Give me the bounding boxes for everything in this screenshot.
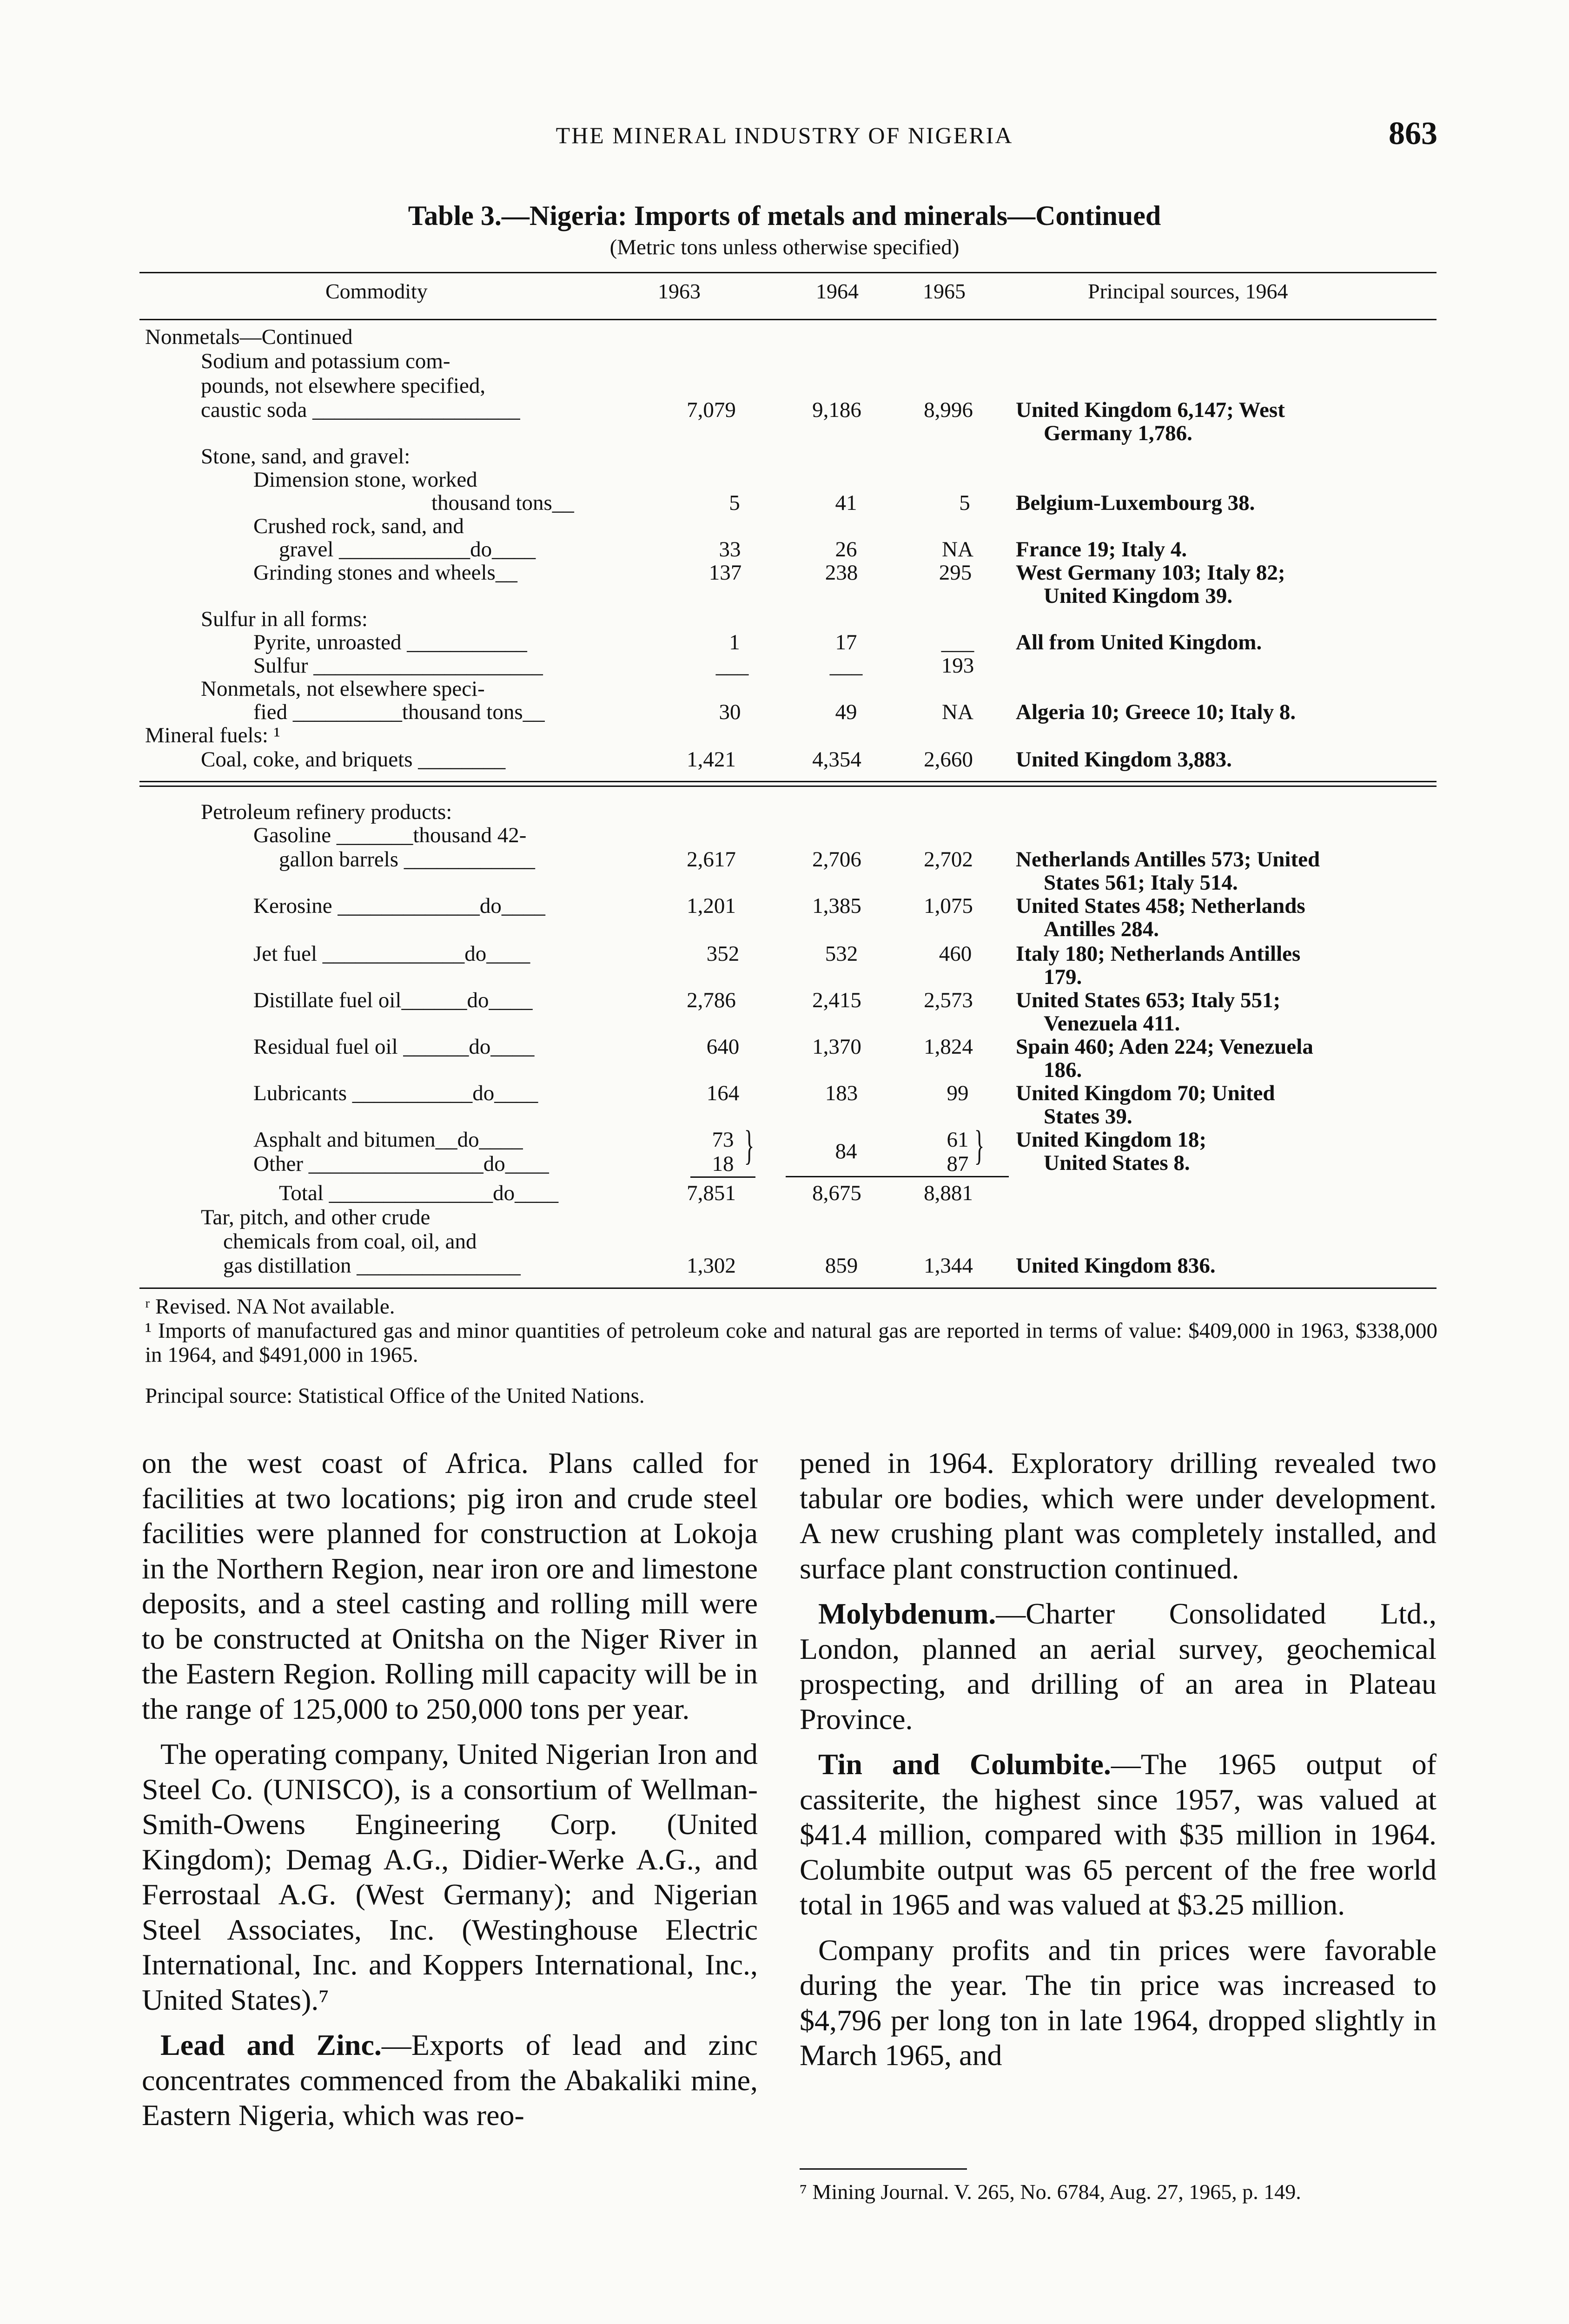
source-line: Antilles 284.	[1044, 917, 1159, 941]
column-header-1963: 1963	[658, 279, 701, 303]
source-line: Venezuela 411.	[1044, 1011, 1180, 1036]
table-cell: 2,702	[924, 847, 973, 872]
table-row-label: caustic soda ___________________	[201, 398, 520, 422]
table-cell: 61	[947, 1128, 969, 1152]
column-header-1964: 1964	[816, 279, 859, 303]
table-row-label: Pyrite, unroasted ___________	[253, 630, 527, 654]
table-row-label: Petroleum refinery products:	[201, 800, 452, 824]
table-cell: 295	[939, 561, 972, 585]
table-row-label: gas distillation _______________	[223, 1254, 521, 1278]
table-cell: 9,186	[812, 398, 861, 422]
source-cell: Belgium-Luxembourg 38.	[1016, 491, 1255, 515]
source-cell	[1016, 398, 1434, 445]
source-line: Italy 180; Netherlands Antilles	[1016, 942, 1301, 966]
paragraph	[800, 1596, 1437, 1736]
table-cell: 137	[708, 561, 742, 585]
source-cell	[1016, 989, 1434, 1035]
table-row-label: Asphalt and bitumen__do____	[253, 1128, 523, 1152]
table-row-label: fied __________thousand tons__	[253, 700, 545, 724]
left-column	[142, 1446, 758, 2133]
paragraph	[142, 2027, 758, 2133]
source-cell: All from United Kingdom.	[1016, 630, 1262, 654]
table-cell: 2,660	[924, 747, 973, 772]
table-row-label: Kerosine _____________do____	[253, 894, 545, 918]
source-line: States 561; Italy 514.	[1044, 871, 1238, 895]
table-cell: 5	[959, 491, 970, 515]
paragraph: Company profits and tin prices were favorable during the year. The tin price was increased to $4,796 per long ton in late 1964, dropped slightly in March 1965, and	[800, 1933, 1437, 2072]
table-row-label: Distillate fuel oil______do____	[253, 988, 533, 1012]
table-row-label: Mineral fuels: ¹	[145, 723, 280, 747]
table-cell: 164	[706, 1081, 740, 1105]
table-cell: 2,617	[687, 847, 736, 872]
table-top-rule	[139, 272, 1437, 273]
source-line: 186.	[1044, 1058, 1082, 1082]
footnote-1: ¹ Imports of manufactured gas and minor quantities of petroleum coke and natural gas are reported in terms of value: $409,000 in 1963, $338,000 in 1964, and $491,000 in 1965.	[145, 1319, 1437, 1367]
source-line: United Kingdom 18;	[1016, 1128, 1206, 1152]
table-cell: 4,354	[812, 747, 861, 772]
table-row-label: Coal, coke, and briquets ________	[201, 747, 506, 772]
table-row-label: Tar, pitch, and other crude	[201, 1205, 430, 1229]
source-cell	[1016, 1035, 1434, 1082]
total-rule	[786, 1176, 1009, 1177]
table-row-label: Crushed rock, sand, and	[253, 514, 464, 538]
principal-source: Principal source: Statistical Office of the United Nations.	[145, 1384, 645, 1408]
source-cell: France 19; Italy 4.	[1016, 537, 1187, 561]
paragraph	[800, 1747, 1437, 1922]
table-cell: 7,079	[687, 398, 736, 422]
table-cell: 460	[939, 942, 972, 966]
source-line: United States 458; Netherlands	[1016, 894, 1305, 918]
table-cell: 193	[941, 654, 974, 678]
table-cell: 7,851	[687, 1181, 736, 1205]
paragraph-text: —Exports of lead and zinc concentrates commenced from the Abakaliki mine, Eastern Nigeria, which was reo-	[142, 2028, 758, 2132]
paragraph: on the west coast of Africa. Plans called for facilities at two locations; pig iron and crude steel facilities were planned for construction at Lokoja in the Northern Region, near iron ore and limestone deposits, and a steel casting and rolling mill were to be constructed at Onitsha on the Niger River in the Eastern Region. Rolling mill capacity will be in the range of 125,000 to 250,000 tons per year.	[142, 1446, 758, 1725]
table-cell: 1,824	[924, 1035, 973, 1059]
table-cell: 84	[835, 1139, 857, 1163]
source-line: 179.	[1044, 965, 1082, 989]
table-cell: 238	[825, 561, 858, 585]
source-cell: United Kingdom 3,883.	[1016, 747, 1232, 772]
table-cell: 18	[690, 1151, 755, 1178]
table-cell: NA	[942, 700, 973, 724]
table-cell: 352	[706, 942, 740, 966]
footnote-7: ⁷ Mining Journal. V. 265, No. 6784, Aug. 27, 1965, p. 149.	[800, 2180, 1301, 2204]
source-cell	[1016, 561, 1434, 607]
table-row-label: chemicals from coal, oil, and	[223, 1229, 477, 1254]
source-line: Spain 460; Aden 224; Venezuela	[1016, 1035, 1313, 1059]
table-cell: 2,706	[812, 847, 861, 872]
table-row-label: Lubricants ___________do____	[253, 1081, 538, 1105]
source-cell	[1016, 1082, 1434, 1128]
table-cell: 1,201	[687, 894, 736, 918]
column-header-sources: Principal sources, 1964	[1088, 279, 1288, 303]
section-heading: Molybdenum.	[818, 1597, 996, 1630]
source-cell	[1016, 848, 1434, 894]
table-cell: 1,421	[687, 747, 736, 772]
table-bottom-rule	[139, 1287, 1437, 1289]
table-cell: 26	[835, 537, 857, 561]
table-cell: 2,573	[924, 988, 973, 1012]
table-cell: 1,385	[812, 894, 861, 918]
table-row-label: gravel ____________do____	[279, 537, 536, 561]
table-cell: 1,370	[812, 1035, 861, 1059]
table-row-label: pounds, not elsewhere specified,	[201, 374, 486, 398]
table-row-label: Total _______________do____	[279, 1181, 559, 1205]
right-column	[800, 1446, 1437, 2073]
paragraph: pened in 1964. Exploratory drilling revealed two tabular ore bodies, which were under development. A new crushing plant was completely installed, and surface plant construction continued.	[800, 1446, 1437, 1585]
source-line: United Kingdom 6,147; West	[1016, 398, 1285, 422]
page-number: 863	[1389, 116, 1437, 152]
table-cell: 1,302	[687, 1254, 736, 1278]
column-header-commodity: Commodity	[325, 279, 428, 303]
table-cell: 1	[729, 630, 740, 654]
table-cell: 17	[835, 630, 857, 654]
table-cell: NA	[942, 537, 973, 561]
table-row-label: Grinding stones and wheels__	[253, 561, 517, 585]
source-line: United States 8.	[1044, 1151, 1190, 1175]
section-heading: Lead and Zinc.	[160, 2028, 382, 2061]
source-cell: United Kingdom 836.	[1016, 1254, 1216, 1278]
source-line: West Germany 103; Italy 82;	[1016, 561, 1285, 585]
table-row-label: Nonmetals—Continued	[145, 325, 353, 349]
source-cell	[1016, 894, 1434, 941]
table-row-label: Other ________________do____	[253, 1152, 549, 1176]
table-row-label: Nonmetals, not elsewhere speci-	[201, 677, 485, 701]
paragraph-text: —The 1965 output of cassiterite, the highest since 1957, was valued at $41.4 million, compared with $35 million in 1964. Columbite output was 65 percent of the free world total in 1965 and was valued at $3.25 million.	[800, 1748, 1437, 1921]
table-row-label: Sulfur in all forms:	[201, 607, 368, 631]
table-cell: 73	[712, 1128, 734, 1152]
footnote-revised: ʳ Revised. NA Not available.	[145, 1294, 395, 1319]
column-header-1965: 1965	[923, 279, 966, 303]
table-cell: ___	[829, 654, 863, 678]
table-row-label: Dimension stone, worked	[253, 468, 477, 492]
paragraph: The operating company, United Nigerian Iron and Steel Co. (UNISCO), is a consortium of Wellman-Smith-Owens Engineering Corp. (United Kingdom); Demag A.G., Didier-Werke A.G., and Ferrostaal A.G. (West Germany); and Nigerian Steel Associates, Inc. (Westinghouse Electric International, Inc. and Koppers International, Inc., United States).⁷	[142, 1737, 758, 2016]
table-cell: 33	[719, 537, 741, 561]
source-cell	[1016, 1128, 1434, 1175]
table-cell: ___	[715, 654, 749, 678]
source-line: United Kingdom 70; United	[1016, 1081, 1275, 1105]
table-cell: 1,075	[924, 894, 973, 918]
table-cell: 8,881	[924, 1181, 973, 1205]
table-row-label: Residual fuel oil ______do____	[253, 1035, 535, 1059]
table-cell: 30	[719, 700, 741, 724]
table-row-label: Stone, sand, and gravel:	[201, 444, 410, 469]
table-cell: 2,786	[687, 988, 736, 1012]
source-line: Netherlands Antilles 573; United	[1016, 847, 1320, 872]
table-cell: 859	[825, 1254, 858, 1278]
table-row-label: gallon barrels ____________	[279, 847, 535, 872]
table-cell: 183	[825, 1081, 858, 1105]
table-cell: 532	[825, 942, 858, 966]
table-row-label: Jet fuel _____________do____	[253, 942, 530, 966]
source-line: United Kingdom 39.	[1044, 584, 1233, 608]
table-cell: 2,415	[812, 988, 861, 1012]
table-row-label: Sodium and potassium com-	[201, 349, 450, 373]
table-cell: 49	[835, 700, 857, 724]
table-row-label: Sulfur _____________________	[253, 654, 543, 678]
brace-icon: }	[744, 1122, 755, 1169]
table-cell: ___	[941, 630, 974, 654]
brace-icon: }	[974, 1122, 985, 1169]
table-row-label: Gasoline _______thousand 42-	[253, 823, 527, 847]
table-cell: 8,996	[924, 398, 973, 422]
table-header-rule	[139, 319, 1437, 320]
table-cell: 1,344	[924, 1254, 973, 1278]
source-cell	[1016, 942, 1434, 989]
table-row-label: thousand tons__	[431, 491, 574, 515]
source-line: Germany 1,786.	[1044, 421, 1192, 445]
table-subtitle: (Metric tons unless otherwise specified)	[609, 235, 960, 259]
source-cell: Algeria 10; Greece 10; Italy 8.	[1016, 700, 1296, 724]
paragraph-text: —Charter Consolidated Ltd., London, planned an aerial survey, geochemical prospecting, and drilling of an area in Plateau Province.	[800, 1597, 1437, 1736]
table-mid-rule-2	[139, 786, 1437, 787]
table-cell: 87	[947, 1152, 969, 1176]
section-heading: Tin and Columbite.	[818, 1748, 1111, 1781]
footnote-rule	[800, 2168, 967, 2170]
table-title: Table 3.—Nigeria: Imports of metals and minerals—Continued	[408, 200, 1161, 231]
table-cell: 640	[706, 1035, 740, 1059]
source-line: United States 653; Italy 551;	[1016, 988, 1281, 1012]
source-line: States 39.	[1044, 1104, 1132, 1129]
table-cell: 5	[729, 491, 740, 515]
table-cell: 8,675	[812, 1181, 861, 1205]
table-cell: 41	[835, 491, 857, 515]
table-mid-rule	[139, 781, 1437, 782]
running-title: THE MINERAL INDUSTRY OF NIGERIA	[556, 122, 1013, 148]
table-cell: 99	[947, 1081, 969, 1105]
